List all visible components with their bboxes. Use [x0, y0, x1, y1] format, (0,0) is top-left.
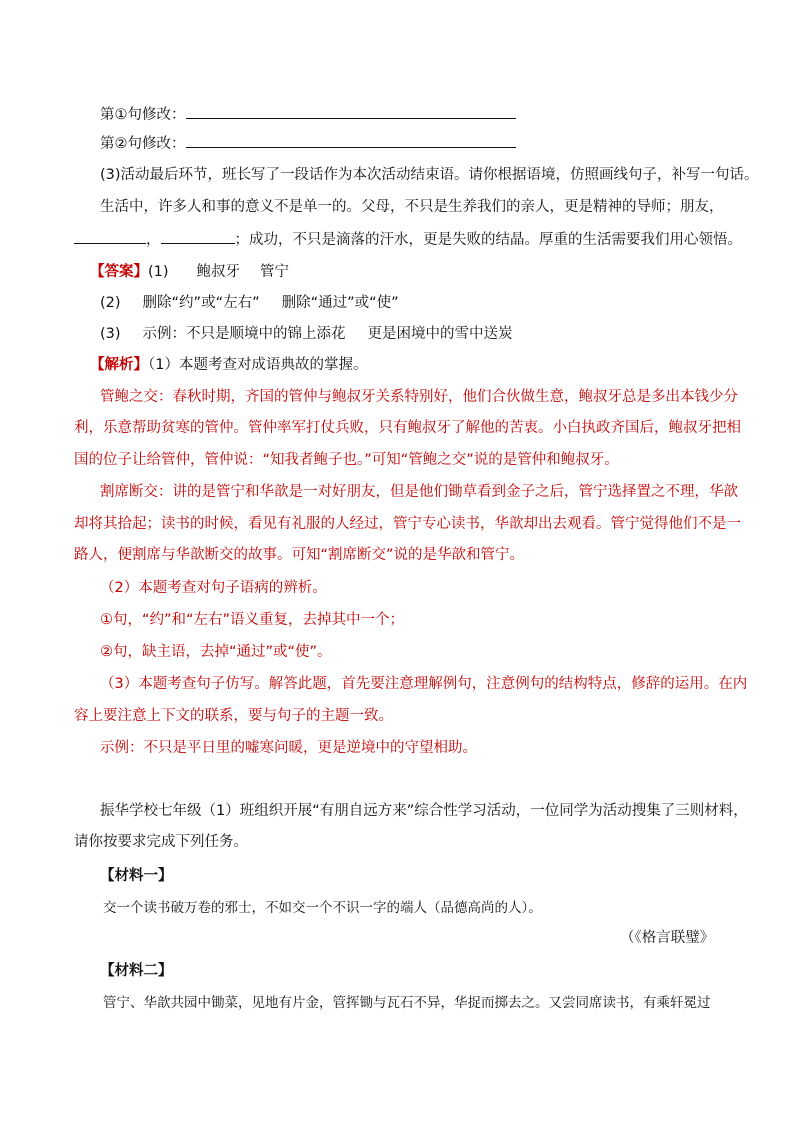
analysis-3-example: 示例：不只是平日里的嘘寒问暖，更是逆境中的守望相助。 — [100, 740, 477, 756]
guanbao-para-line-1: 管鲍之交：春秋时期，齐国的管仲与鲍叔牙关系特别好，他们合伙做生意，鲍叔牙总是多出本钱少分 — [100, 389, 738, 405]
analysis-1-intro: （1）本题考查对成语典故的掌握。 — [148, 357, 368, 373]
q1-modify-line — [100, 104, 516, 125]
material-2-title: 【材料二】 — [100, 963, 173, 979]
answer-1-part-b: 管宁 — [260, 264, 290, 280]
answer-3-number: (3) — [100, 326, 121, 342]
q3-blank-1 — [74, 229, 146, 244]
q2-modify-line — [100, 133, 516, 154]
answer-2-number: (2) — [100, 295, 121, 311]
analysis-2-intro: （2）本题考查对句子语病的辨析。 — [100, 580, 327, 596]
answer-1-part-a: 鲍叔牙 — [196, 264, 241, 280]
analysis-3-line-2: 容上要注意上下文的联系，要与句子的主题一致。 — [74, 708, 393, 724]
gexi-para-line-1: 割席断交：讲的是管宁和华歆是一对好朋友，但是他们锄草看到金子之后，管宁选择置之不理，华歆 — [100, 484, 738, 500]
answer-line-3 — [100, 324, 513, 344]
material-1-title: 【材料一】 — [100, 868, 173, 884]
answer-line-1 — [90, 262, 289, 282]
answer-2-part-b: 删除“通过”或“使” — [281, 295, 399, 311]
q3-separator: ， — [146, 232, 161, 248]
analysis-line-1 — [90, 355, 367, 375]
gexi-para-line-3: 路人，便割席与华歆断交的故事。可知“割席断交”说的是华歆和管宁。 — [74, 547, 525, 563]
material-2-text: 管宁、华歆共园中锄菜，见地有片金，管挥锄与瓦石不异，华捉而掷去之。又尝同席读书，有乘轩冕过 — [103, 995, 711, 1011]
q3-passage-tail: ；成功，不只是滴落的汗水，更是失败的结晶。厚重的生活需要我们用心领悟。 — [234, 232, 742, 248]
material-1-text: 交一个读书破万卷的邪士，不如交一个不识一字的端人（品德高尚的人）。 — [103, 900, 542, 916]
q2-modify-label: 第②句修改： — [100, 136, 186, 152]
q1-modify-label: 第①句修改： — [100, 107, 186, 123]
analysis-2-point-1: ①句，“约”和“左右”语义重复，去掉其中一个； — [100, 612, 405, 628]
analysis-3-line-1: （3）本题考查句子仿写。解答此题，首先要注意理解例句，注意例句的结构特点，修辞的运用。在内 — [100, 676, 748, 692]
guanbao-para-line-3: 国的位子让给管仲，管仲说：“知我者鲍子也。”可知“管鲍之交”说的是管仲和鲍叔牙。 — [74, 452, 619, 468]
answer-line-2 — [100, 293, 399, 313]
q3-passage-line-2 — [74, 229, 742, 250]
analysis-tag: 【解析】 — [90, 357, 148, 373]
material-1-source: （《格言联璧》 — [620, 930, 715, 946]
q1-answer-blank — [186, 104, 516, 119]
gexi-para-line-2: 却将其拾起；读书的时候，看见有礼服的人经过，管宁专心读书，华歆却出去观看。管宁觉得他们不是一 — [74, 516, 741, 532]
answer-tag: 【答案】 — [90, 264, 148, 280]
task-intro-line-1: 振华学校七年级（1）班组织开展“有朋自远方来”综合性学习活动，一位同学为活动搜集了三则材料， — [100, 803, 748, 819]
answer-3-part-b: 更是困境中的雪中送炭 — [367, 326, 513, 342]
q3-passage-line-1: 生活中，许多人和事的意义不是单一的。父母，不只是生养我们的亲人，更是精神的导师；朋友， — [100, 199, 724, 215]
q2-answer-blank — [186, 133, 516, 148]
analysis-2-point-2: ②句，缺主语，去掉“通过”或“使”。 — [100, 644, 332, 660]
answer-1-number: (1) — [148, 264, 169, 280]
answer-2-part-a: 删除“约”或“左右” — [142, 295, 260, 311]
q3-blank-2 — [161, 229, 235, 244]
answer-3-part-a: 示例：不只是顺境中的锦上添花 — [142, 326, 346, 342]
guanbao-para-line-2: 利，乐意帮助贫寒的管仲。管仲率军打仗兵败，只有鲍叔牙了解他的苦衷。小白执政齐国后，鲍叔牙把相 — [74, 420, 741, 436]
q3-prompt: (3)活动最后环节，班长写了一段话作为本次活动结束语。请你根据语境，仿照画线句子，补写一句话。 — [100, 167, 759, 183]
task-intro-line-2: 请你按要求完成下列任务。 — [74, 834, 248, 850]
